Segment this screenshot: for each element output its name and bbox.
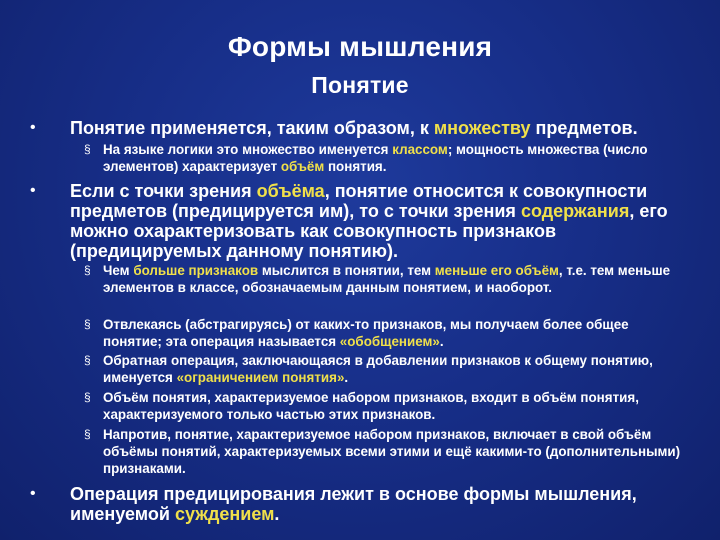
- sub-bullet-text: [103, 141, 683, 175]
- sub-bullet-marker: §: [84, 353, 91, 367]
- bullet-marker: •: [30, 182, 36, 199]
- highlight-span: содержания: [520, 201, 630, 221]
- text-span: , т.е. тем меньше элементов в классе, обозначаемым данным понятием, и наоборот.: [103, 263, 671, 295]
- text-span: Напротив, понятие, характеризуемое набором признаков, включает в свой объём объёмы понятий, характеризуемых всеми этими и ещё какими-то (дополнительными) признаками.: [103, 427, 681, 476]
- text-span: понятия.: [324, 159, 387, 174]
- highlight-span: меньше его объём: [434, 263, 559, 278]
- bullet-marker: •: [30, 485, 36, 502]
- text-span: Понятие применяется, таким образом, к: [70, 118, 434, 138]
- text-span: Объём понятия, характеризуемое набором признаков, входит в объём понятия, характеризуемого только частью этих признаков.: [103, 390, 639, 422]
- text-span: Операция предицирования лежит в основе формы мышления, именуемой: [70, 484, 637, 524]
- text-span: Отвлекаясь (абстрагируясь) от каких-то признаков, мы получаем более общее понятие; эта операция называется: [103, 317, 629, 349]
- text-span: Чем: [103, 263, 134, 278]
- sub-bullet-text: [103, 262, 683, 296]
- text-span: .: [344, 370, 349, 385]
- highlight-span: «обобщением»: [339, 334, 440, 349]
- text-span: .: [439, 334, 444, 349]
- sub-bullet-marker: §: [84, 390, 91, 404]
- sub-bullet-text: [103, 316, 683, 350]
- slide-subtitle: Понятие: [311, 72, 409, 98]
- text-span: , понятие относится к совокупности предметов (предицируется им), то с точки зрения: [70, 181, 648, 221]
- highlight-span: множеству: [433, 118, 531, 138]
- bullet-marker: •: [30, 119, 36, 136]
- sub-bullet-text: [103, 352, 683, 386]
- slide-title: Формы мышления: [227, 31, 493, 62]
- highlight-span: объём: [280, 159, 325, 174]
- highlight-span: объёма: [256, 181, 325, 201]
- bullet-text: [70, 118, 690, 138]
- text-span: Если с точки зрения: [70, 181, 257, 201]
- sub-bullet-marker: §: [84, 317, 91, 331]
- text-span: Обратная операция, заключающаяся в добавлении признаков к общему понятию, именуется: [103, 353, 653, 385]
- sub-bullet-text: [103, 426, 683, 477]
- text-span: предметов.: [530, 118, 638, 138]
- highlight-span: классом: [392, 142, 448, 157]
- text-span: , его можно охарактеризовать как совокупность признаков (предицируемых данному понятию).: [70, 201, 668, 261]
- highlight-span: суждением: [174, 504, 275, 524]
- bullet-text: [70, 484, 690, 524]
- bullet-text: [70, 181, 690, 261]
- sub-bullet-marker: §: [84, 427, 91, 441]
- sub-bullet-text: [103, 389, 683, 423]
- highlight-span: «ограничением понятия»: [176, 370, 345, 385]
- sub-bullet-marker: §: [84, 263, 91, 277]
- text-span: .: [274, 504, 280, 524]
- text-span: ; мощность множества (число элементов) характеризует: [103, 142, 648, 174]
- text-span: На языке логики это множество именуется: [103, 142, 393, 157]
- sub-bullet-marker: §: [84, 142, 91, 156]
- text-span: мыслится в понятии, тем: [258, 263, 435, 278]
- highlight-span: больше признаков: [133, 263, 259, 278]
